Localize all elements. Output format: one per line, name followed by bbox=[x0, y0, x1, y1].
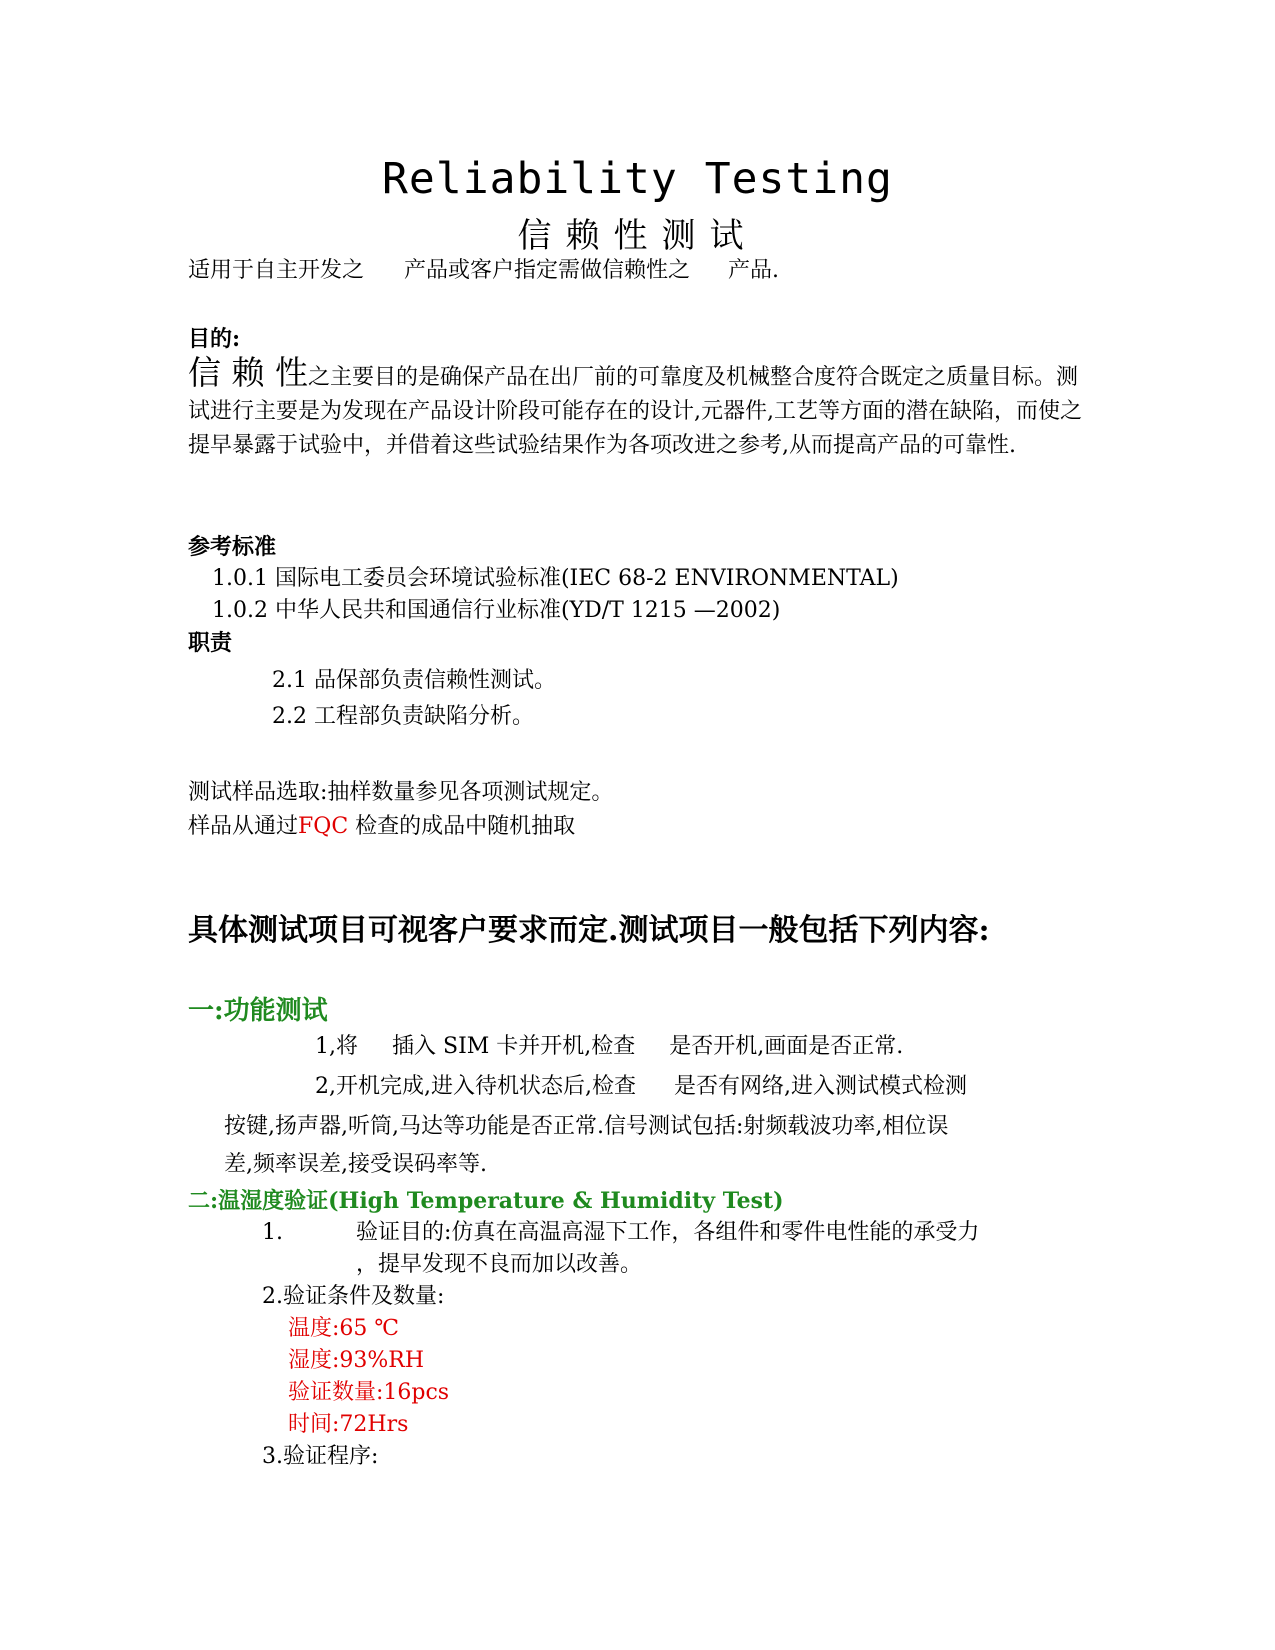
purpose-paragraph bbox=[188, 353, 1088, 463]
function-step1-c: 是否开机,画面是否正常. bbox=[669, 1034, 904, 1059]
page-title-cn: 信赖性测试 bbox=[517, 216, 758, 256]
standard-item-1: 1.0.1 国际电工委员会环境试验标准(IEC 68-2 ENVIRONMENTAL) bbox=[212, 566, 899, 591]
function-step-2-line2: 按键,扬声器,听筒,马达等功能是否正常.信号测试包括:射频载波功率,相位误 bbox=[224, 1114, 949, 1139]
standard-item-2: 1.0.2 中华人民共和国通信行业标准(YD/T 1215 —2002) bbox=[212, 598, 781, 623]
test-items-heading: 具体测试项目可视客户要求而定.测试项目一般包括下列内容: bbox=[188, 913, 990, 948]
purpose-text: 之主要目的是确保产品在出厂前的可靠度及机械整合度符合既定之质量目标。测试进行主要是为发现在产品设计阶段可能存在的设计,元器件,工艺等方面的潜在缺陷，而使之提早暴露于试验中，并借着这些试验结果作为各项改进之参考,从而提高产品的可靠性. bbox=[188, 365, 1082, 458]
scope-part3: 产品. bbox=[728, 258, 780, 283]
humidity-step1-text2: ，提早发现不良而加以改善。 bbox=[356, 1252, 643, 1277]
function-test-heading: 一:功能测试 bbox=[188, 996, 328, 1026]
purpose-heading: 目的: bbox=[188, 326, 241, 352]
function-step1-a: 1,将 bbox=[315, 1034, 358, 1059]
sample-line-1: 测试样品选取:抽样数量参见各项测试规定。 bbox=[188, 780, 614, 805]
function-step-2 bbox=[315, 1070, 967, 1104]
page-title-en: Reliability Testing bbox=[382, 154, 893, 204]
function-step1-b: 插入 SIM 卡并开机,检查 bbox=[392, 1034, 636, 1059]
sample-line2-b: 检查的成品中随机抽取 bbox=[355, 814, 576, 839]
humidity-step3: 3.验证程序: bbox=[262, 1444, 379, 1469]
function-step2-b: 是否有网络,进入测试模式检测 bbox=[673, 1074, 967, 1099]
duties-heading: 职责 bbox=[188, 630, 233, 656]
humidity-step2: 2.验证条件及数量: bbox=[262, 1284, 445, 1309]
humidity-test-heading: 二:温湿度验证(High Temperature & Humidity Test) bbox=[188, 1188, 784, 1214]
scope-part1: 适用于自主开发之 bbox=[188, 258, 365, 283]
condition-time: 时间:72Hrs bbox=[288, 1412, 409, 1437]
function-step-1 bbox=[315, 1030, 903, 1064]
scope-line bbox=[188, 254, 779, 288]
sample-line-2 bbox=[188, 810, 575, 844]
duty-item-1: 2.1 品保部负责信赖性测试。 bbox=[272, 668, 556, 693]
standards-heading: 参考标准 bbox=[188, 534, 277, 560]
condition-temperature: 温度:65 ℃ bbox=[288, 1316, 400, 1341]
fqc-label: FQC bbox=[298, 814, 349, 839]
humidity-step1-num: 1. bbox=[262, 1220, 283, 1245]
humidity-step1-text: 验证目的:仿真在高温高湿下工作，各组件和零件电性能的承受力 bbox=[356, 1220, 980, 1245]
condition-quantity: 验证数量:16pcs bbox=[288, 1380, 450, 1405]
function-step-2-line3: 差,频率误差,接受误码率等. bbox=[224, 1152, 487, 1177]
condition-humidity: 湿度:93%RH bbox=[288, 1348, 425, 1373]
function-step2-a: 2,开机完成,进入待机状态后,检查 bbox=[315, 1074, 636, 1099]
purpose-lead: 信 赖 性 bbox=[188, 353, 308, 392]
sample-line2-a: 样品从通过 bbox=[188, 814, 299, 839]
scope-part2: 产品或客户指定需做信赖性之 bbox=[404, 258, 691, 283]
duty-item-2: 2.2 工程部负责缺陷分析。 bbox=[272, 704, 534, 729]
